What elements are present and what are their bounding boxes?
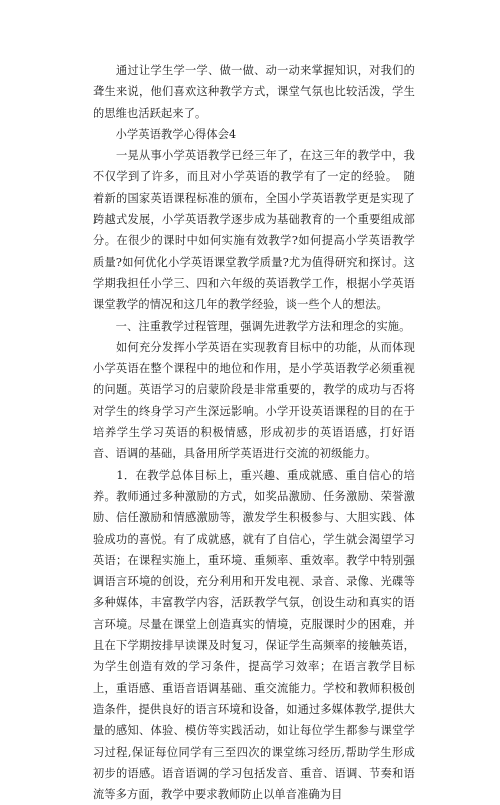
section-title: 小学英语教学心得体会4	[93, 127, 237, 141]
paragraph: 通过让学生学一学、做一做、动一动来掌握知识，对我们的聋生来说，他们喜欢这种教学方式，课堂气氛也比较活泼，学生的思维也活跃起来了。	[93, 64, 415, 120]
paragraph: 一、注重教学过程管理，强调先进教学方法和理念的实施。	[93, 319, 411, 333]
paragraph: 1．在教学总体目标上，重兴趣、重成就感、重自信心的培养。教师通过多种激励的方式，如奖品激励、任务激励、荣誉激励、信任激励和情感激励等，激发学生积极参与、大胆实践、体验成功的喜悦。有了成就感，就有了自信心，学生就会渴望学习英语；在课程实施上，重环境、重频率、重效率。教学中特别强调语言环境的创设，充分利用和开发电视、录音、录像、光碟等多种媒体，丰富教学内容，活跃教学气氛，创设生动和真实的语言环境。尽量在课堂上创造真实的情境，克服课时少的困难，并且在下学期按排早读课及时复习，保证学生高频率的接触英语，为学生创造有效的学习条件，提高学习效率；在语言教学目标上，重语感、重语音语调基础、重交流能力。学校和教师积极创造条件，提供良好的语言环境和设备，如通过多媒体教学,提供大量的感知、体验、模仿等实践活动，如让每位学生都参与课堂学习过程,保证每位同学有三至四次的课堂练习经历,帮助学生形成初步的语感。语音语调的学习包括发音、重音、语调、节奏和语流等多方面，教学中要求教师防止以单音准确为目	[93, 468, 415, 802]
paragraph: 如何充分发挥小学英语在实现教育目标中的功能，从而体现小学英语在整个课程中的地位和作用，是小学英语教学必须重视的问题。英语学习的启蒙阶段是非常重要的，教学的成功与否将对学生的终身学习产生深远影响。小学开设英语课程的目的在于培养学生学习英语的积极情感，形成初步的英语语感，打好语音、语调的基础，具备用所学英语进行交流的初级能力。	[93, 340, 415, 461]
document-body	[93, 60, 415, 805]
paragraph: 一晃从事小学英语教学已经三年了，在这三年的教学中，我不仅学到了许多，而且对小学英语的教学有了一定的经验。 随着新的国家英语课程标准的颁布，全国小学英语教学更是实现了跨越式发展，小学英语教学逐步成为基础教育的一个重要组成部分。在很少的课时中如何实施有效教学?如何提高小学英语教学质量?如何优化小学英语课堂教学质量?尤为值得研究和探讨。这学期我担任小学三、四和六年级的英语教学工作，根据小学英语课堂教学的情况和这几年的教学经验，谈一些个人的想法。	[93, 149, 415, 312]
